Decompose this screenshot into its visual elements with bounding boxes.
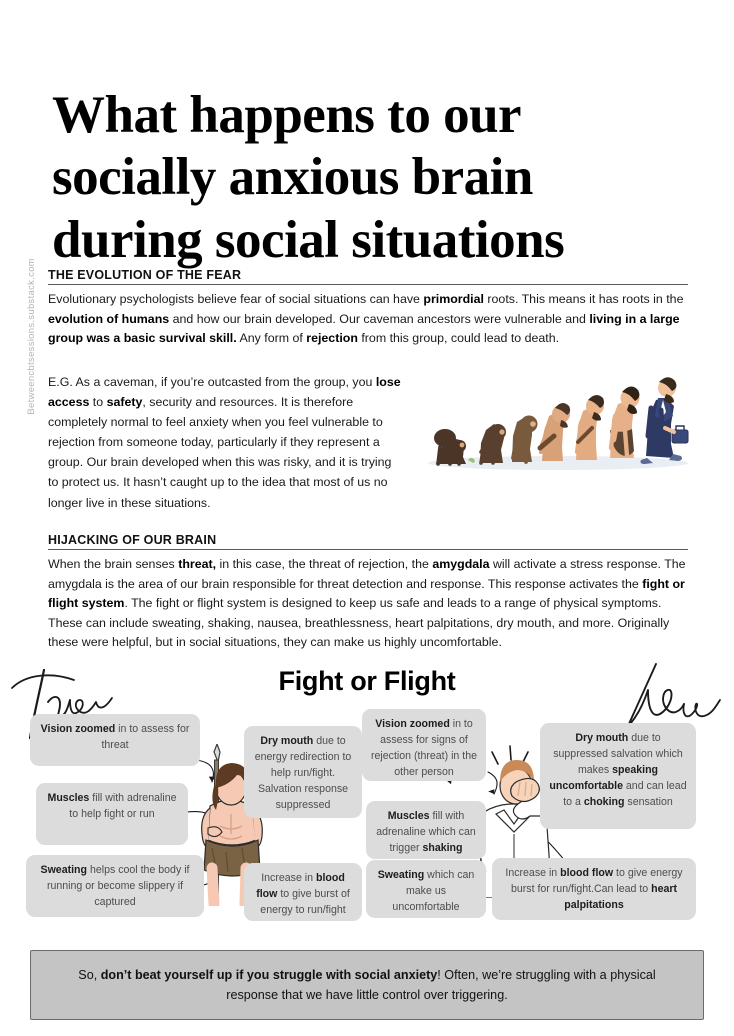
section-heading: THE EVOLUTION OF THE FEAR — [48, 268, 242, 282]
caption-now-sweating: Sweating which can make us uncomfortable — [366, 860, 486, 918]
caption-now-muscles: Muscles fill with adrenaline which can trigger shaking — [366, 801, 486, 859]
section-evolution-of-the-fear — [48, 268, 688, 349]
evo-figure-5 — [576, 395, 604, 460]
diagram-title: Fight or Flight — [278, 666, 456, 696]
caption-now-vision: Vision zoomed in to assess for signs of rejection (threat) in the other person — [362, 709, 486, 781]
caption-then-sweating: Sweating helps cool the body if running or become slippery if captured — [26, 855, 204, 917]
evo-figure-3 — [512, 416, 538, 463]
evo-figure-4 — [540, 403, 570, 461]
section-hijacking-of-our-brain — [48, 533, 688, 653]
evo-figure-1 — [434, 429, 466, 464]
section-heading: HIJACKING OF OUR BRAIN — [48, 533, 217, 547]
caption-then-vision: Vision zoomed in to assess for threat — [30, 714, 200, 766]
divider — [48, 284, 688, 285]
caption-now-blood-flow: Increase in blood flow to give energy burst for run/fight.Can lead to heart palpitations — [492, 858, 696, 920]
divider — [48, 549, 688, 550]
conclusion-banner — [30, 950, 704, 1020]
section-paragraph: Evolutionary psychologists believe fear of social situations can have primordial roots. This means it has roots in the evolution of humans and how our brain developed. Our caveman ancestors were vulnerable and living in a large group was a basic survival skill. Any form of rejection from this group, could lead to death. — [48, 292, 684, 346]
evo-figure-6 — [610, 386, 640, 458]
caption-now-dry-mouth: Dry mouth due to suppressed salvation which makes speaking uncomfortable and can lead to a choking sensation — [540, 723, 696, 829]
evo-figure-7 — [641, 377, 689, 464]
caption-then-blood-flow: Increase in blood flow to give burst of energy to run/fight — [244, 863, 362, 921]
example-paragraph: E.G. As a caveman, if you’re outcasted from the group, you lose access to safety, security and resources. It is therefore completely normal to feel anxiety when you feel vulnerable to rejection from someone today, particularly if they represent a group. Our brain developed when this was risky, and it is trying to protect us. It hasn’t caught up to the idea that most of us no longer live in these situations. — [48, 375, 401, 510]
caption-then-dry-mouth: Dry mouth due to energy redirection to help run/fight. Salvation response suppressed — [244, 726, 362, 818]
caption-then-muscles: Muscles fill with adrenaline to help fight or run — [36, 783, 188, 845]
evolution-of-man-illustration — [418, 368, 690, 472]
conclusion-text: So, don’t beat yourself up if you struggle with social anxiety! Often, we’re struggling with a physical response that we have little control over triggering. — [78, 967, 656, 1002]
section-paragraph: When the brain senses threat, in this case, the threat of rejection, the amygdala will activate a stress response. The amygdala is the area of our brain responsible for threat detection and response. This response activates the fight or flight system. The fight or flight system is designed to keep us safe and leads to a range of physical symptoms. These can include sweating, shaking, nausea, breathlessness, heart palpitations, dry mouth, and more. Originally these were helpful, but in social situations, they can make us highly uncomfortable. — [48, 557, 686, 650]
substack-watermark: Betweencbtsessions.substack.com — [26, 258, 37, 415]
page-title: What happens to our socially anxious brain during social situations — [52, 85, 565, 269]
